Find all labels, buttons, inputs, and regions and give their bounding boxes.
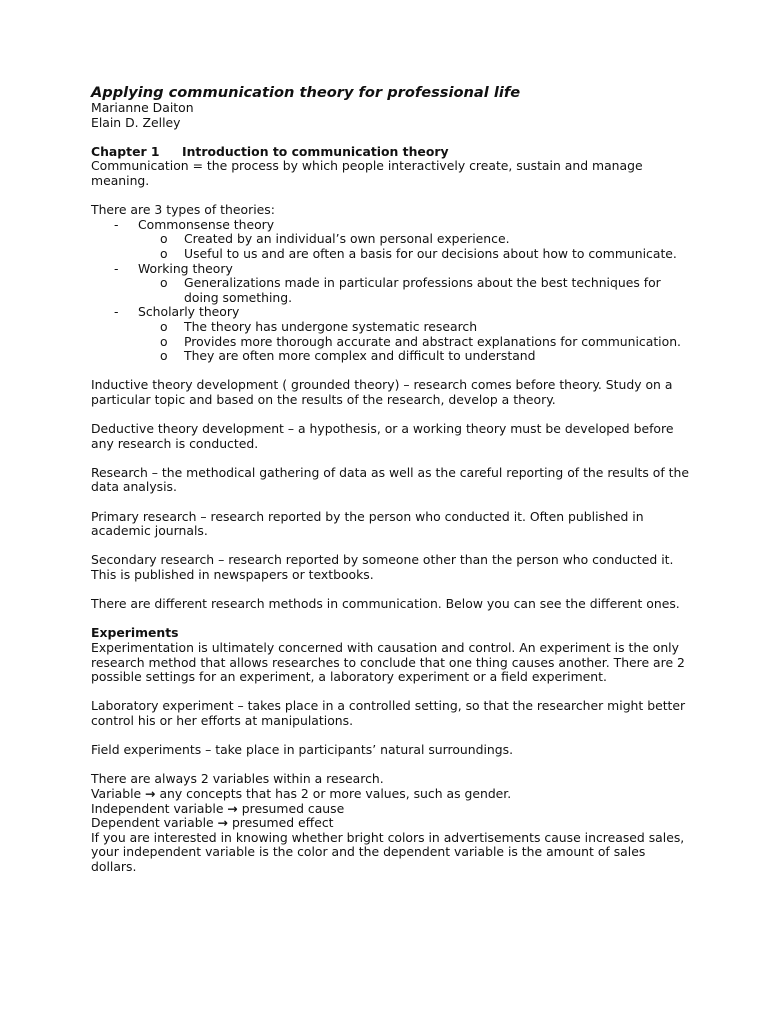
dependent-variable-line [91, 816, 691, 831]
independent-variable-line [91, 802, 691, 817]
theory-point: Provides more thorough accurate and abstract explanations for communication. [184, 333, 681, 349]
definition-paragraph: Communication = the process by which people interactively create, sustain and manage meaning. [91, 158, 643, 188]
theory-name: Working theory [138, 260, 233, 276]
theory-point: Useful to us and are often a basis for our decisions about how to communicate. [184, 245, 677, 261]
bullet-marker: o [160, 333, 168, 349]
dash-marker: - [114, 216, 119, 232]
bullet-marker: o [160, 348, 168, 364]
variable-term: Variable [91, 785, 142, 801]
secondary-research-paragraph: Secondary research – research reported by someone other than the person who conducted it. This is published in newspapers or textbooks. [91, 552, 674, 582]
list-item [91, 305, 691, 320]
theory-name: Scholarly theory [138, 304, 240, 320]
document-title: Applying communication theory for professional life [91, 84, 521, 101]
arrow-icon: → [145, 785, 156, 801]
variable-definition: any concepts that has 2 or more values, such as gender. [159, 785, 512, 801]
list-item [91, 276, 691, 305]
variables-intro: There are always 2 variables within a research. [91, 771, 384, 787]
independent-definition: presumed cause [241, 800, 345, 816]
theory-point: Created by an individual’s own personal experience. [184, 231, 510, 247]
deductive-paragraph: Deductive theory development – a hypothesis, or a working theory must be developed before any research is conducted. [91, 421, 674, 451]
list-item [91, 232, 691, 247]
theory-point: The theory has undergone systematic research [184, 318, 478, 334]
inductive-paragraph: Inductive theory development ( grounded theory) – research comes before theory. Study on a particular topic and based on the results of the research, develop a theory. [91, 377, 673, 407]
primary-research-paragraph: Primary research – research reported by the person who conducted it. Often published in academic journals. [91, 508, 644, 539]
dash-marker: - [114, 260, 119, 276]
author-line: Elain D. Zelley [91, 114, 181, 130]
experiments-intro: Experimentation is ultimately concerned with causation and control. An experiment is the only research method that allows researches to conclude that one thing causes another. There are 2 possible settings for an experiment, a laboratory experiment or a field experiment. [91, 639, 685, 685]
independent-term: Independent variable [91, 800, 224, 816]
theory-point: Generalizations made in particular professions about the best techniques for doing something. [184, 275, 661, 305]
theory-point: They are often more complex and difficult to understand [184, 348, 536, 364]
arrow-icon: → [217, 815, 228, 831]
field-paragraph: Field experiments – take place in participants’ natural surroundings. [91, 742, 514, 758]
list-item [91, 247, 691, 262]
author-line: Marianne Daiton [91, 100, 194, 115]
list-item [91, 335, 691, 350]
bullet-marker: o [160, 245, 168, 261]
list-item [91, 349, 691, 364]
theory-name: Commonsense theory [138, 216, 275, 232]
bullet-marker: o [160, 318, 168, 334]
arrow-icon: → [227, 800, 238, 816]
dependent-definition: presumed effect [231, 815, 334, 831]
research-paragraph: Research – the methodical gathering of data as well as the careful reporting of the results of the data analysis. [91, 464, 690, 495]
list-item [91, 320, 691, 335]
methods-paragraph: There are different research methods in communication. Below you can see the different ones. [91, 596, 680, 612]
bullet-marker: o [160, 231, 168, 247]
bullet-marker: o [160, 275, 168, 291]
example-paragraph: If you are interested in knowing whether bright colors in advertisements cause increased sales, your independent variable is the color and the dependent variable is the amount of sales dollars. [91, 829, 685, 874]
chapter-title: Introduction to communication theory [182, 143, 449, 159]
document-page [91, 84, 691, 874]
dependent-term: Dependent variable [91, 815, 214, 831]
laboratory-paragraph: Laboratory experiment – takes place in a controlled setting, so that the researcher might better control his or her efforts at manipulations. [91, 698, 686, 728]
experiments-heading: Experiments [91, 625, 179, 641]
list-item [91, 218, 691, 233]
chapter-number: Chapter 1 [91, 143, 160, 159]
variable-line [91, 787, 691, 802]
dash-marker: - [114, 304, 119, 320]
list-item [91, 262, 691, 277]
theories-intro: There are 3 types of theories: [91, 202, 275, 218]
chapter-heading [91, 145, 691, 160]
